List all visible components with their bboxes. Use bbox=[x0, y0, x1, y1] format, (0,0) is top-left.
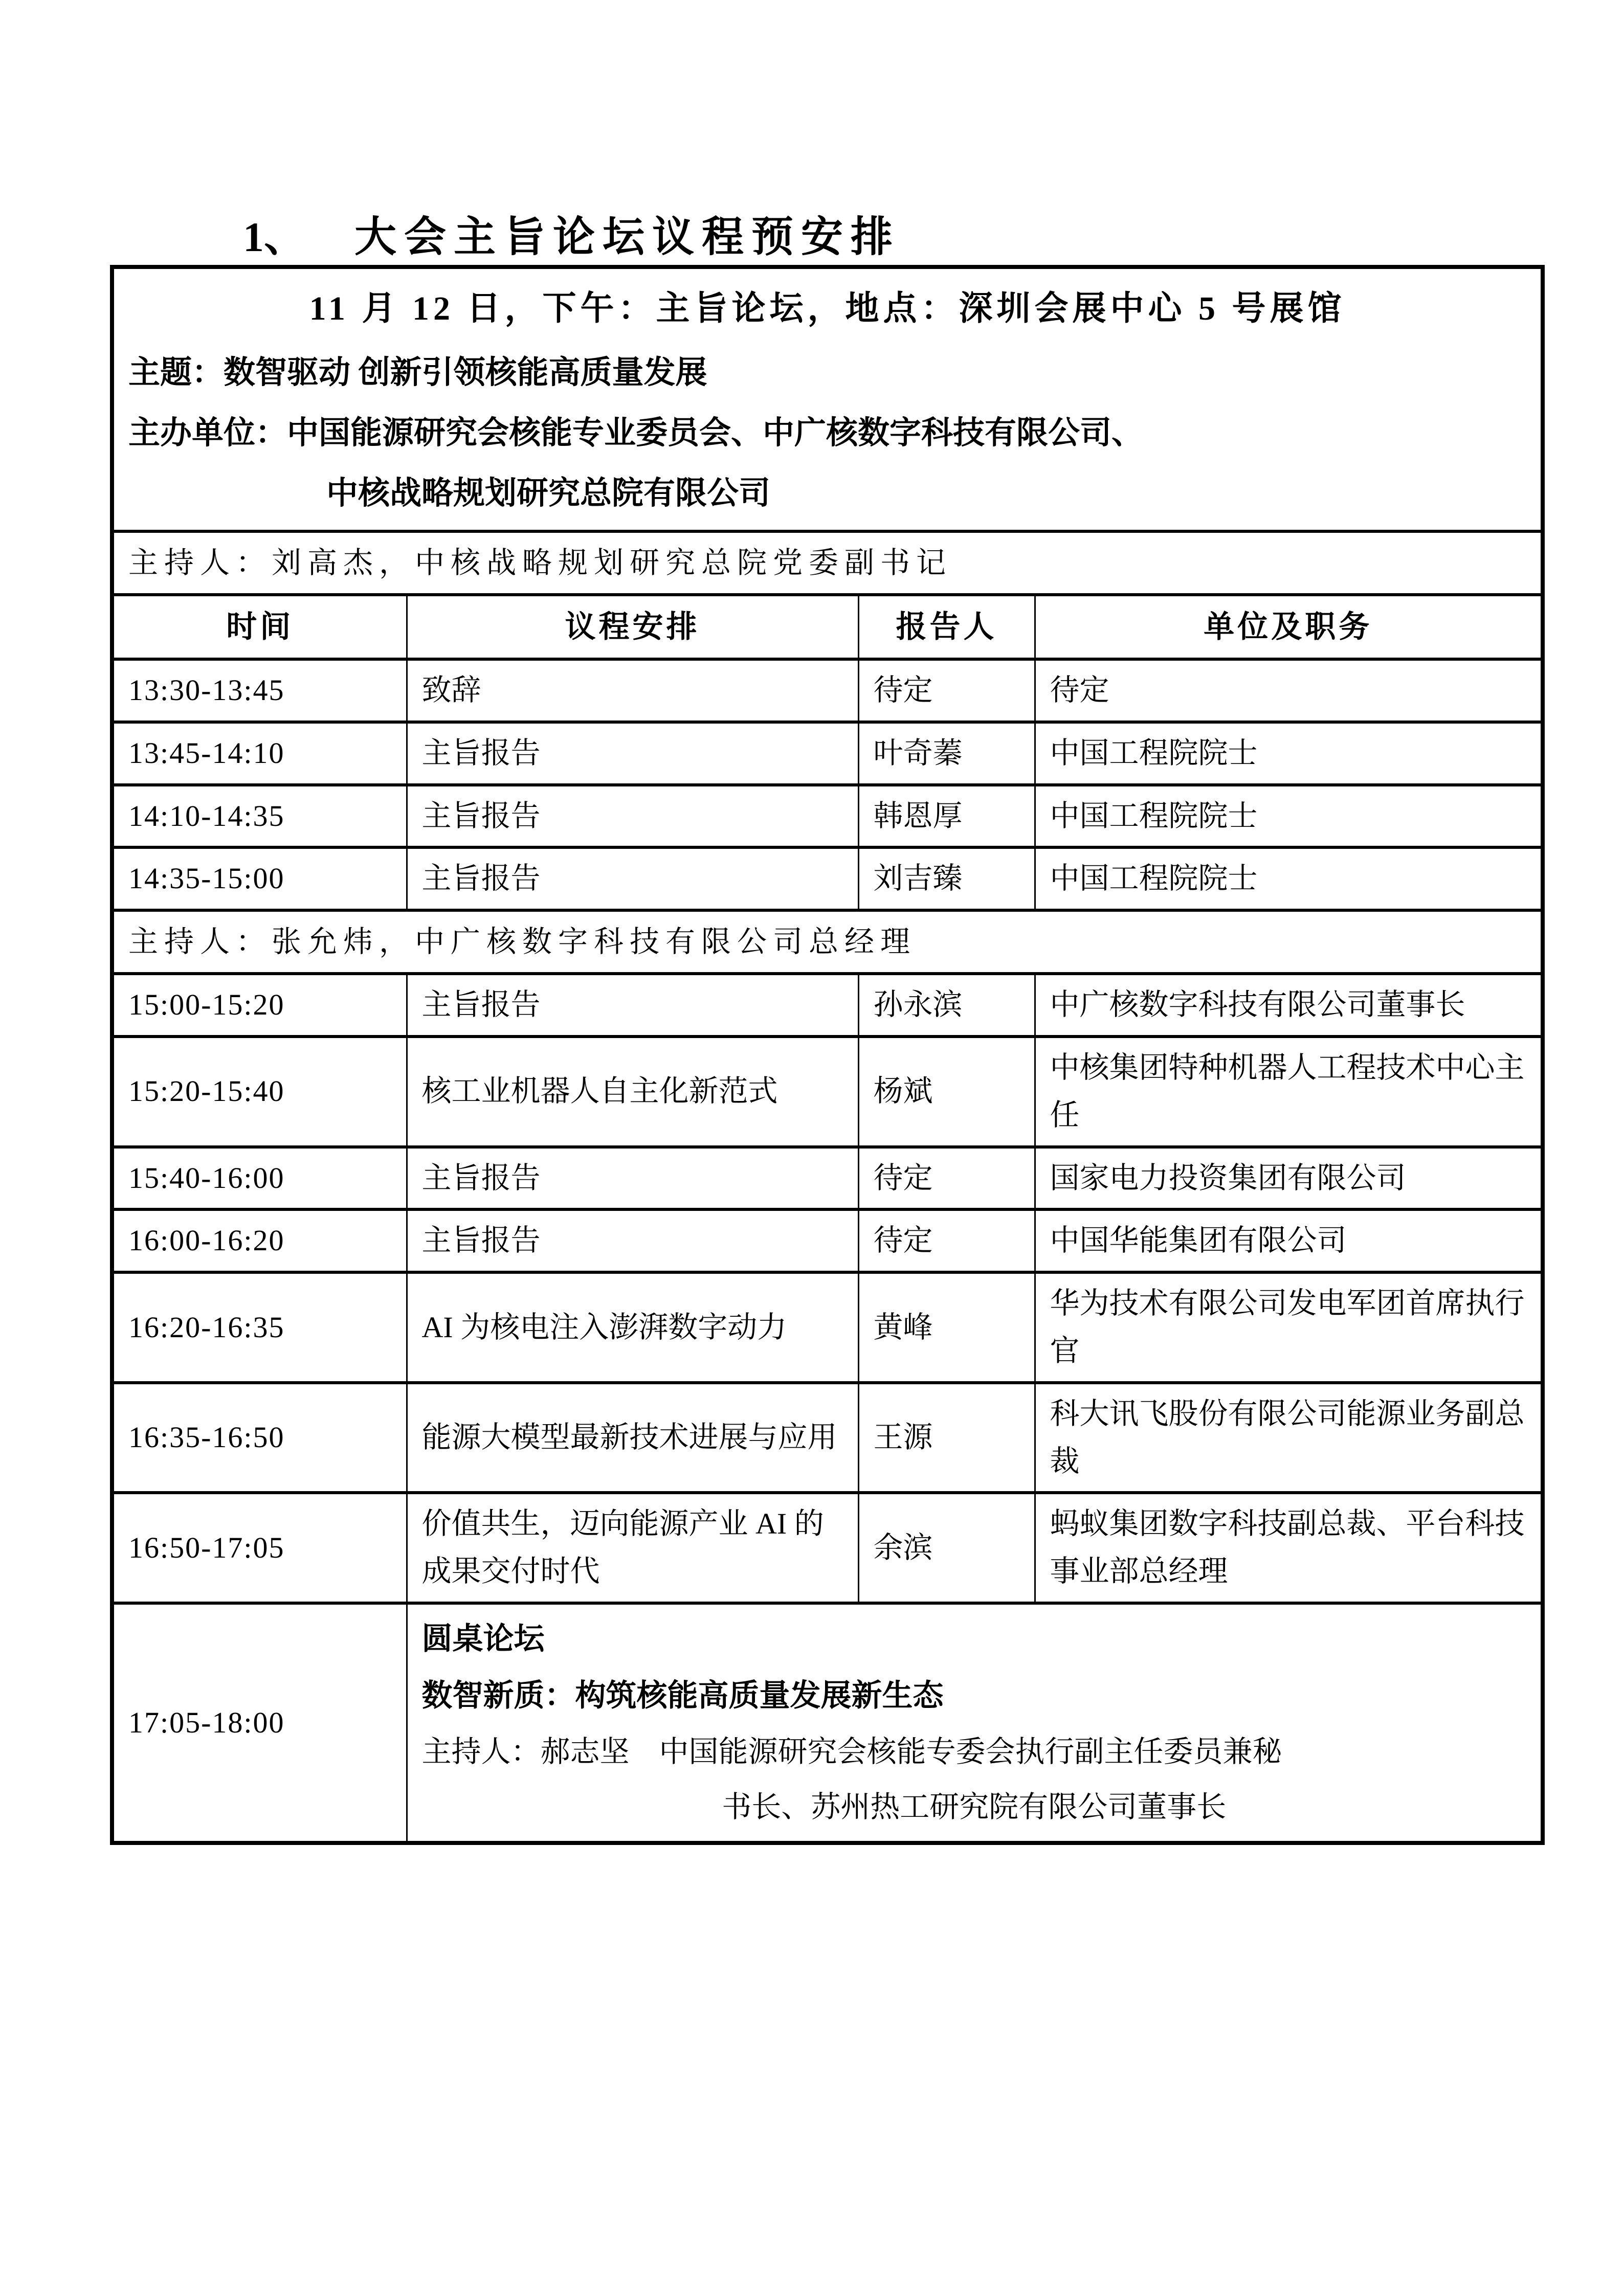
time-cell: 15:00-15:20 bbox=[112, 974, 407, 1037]
agenda-row bbox=[112, 1272, 1543, 1383]
org-cell: 科大讯飞股份有限公司能源业务副总裁 bbox=[1035, 1383, 1543, 1493]
column-header-speaker: 报告人 bbox=[858, 595, 1035, 659]
org-cell: 中国工程院院士 bbox=[1035, 847, 1543, 910]
moderator-2-cell: 主持人：张允炜，中广核数字科技有限公司总经理 bbox=[112, 910, 1543, 974]
agenda-cell: 主旨报告 bbox=[407, 1147, 858, 1210]
agenda-cell: 主旨报告 bbox=[407, 1209, 858, 1272]
table-head-section bbox=[112, 267, 1543, 659]
org-cell: 中国工程院院士 bbox=[1035, 785, 1543, 848]
agenda-cell: 主旨报告 bbox=[407, 785, 858, 848]
speaker-cell: 孙永滨 bbox=[858, 974, 1035, 1037]
speaker-cell: 刘吉臻 bbox=[858, 847, 1035, 910]
roundtable-topic: 数智新质：构筑核能高质量发展新生态 bbox=[421, 1678, 944, 1713]
agenda-row bbox=[112, 1383, 1543, 1493]
page-title-text: 大会主旨论坛议程预安排 bbox=[354, 214, 901, 260]
time-cell: 14:35-15:00 bbox=[112, 847, 407, 910]
speaker-cell: 韩恩厚 bbox=[858, 785, 1035, 848]
agenda-row bbox=[112, 1493, 1543, 1603]
session-1-rows bbox=[112, 659, 1543, 910]
speaker-cell: 叶奇蓁 bbox=[858, 722, 1035, 785]
moderator-row-2 bbox=[112, 910, 1543, 974]
column-header-time: 时间 bbox=[112, 595, 407, 659]
agenda-cell: 主旨报告 bbox=[407, 974, 858, 1037]
agenda-cell: 价值共生，迈向能源产业 AI 的成果交付时代 bbox=[407, 1493, 858, 1603]
time-cell: 16:35-16:50 bbox=[112, 1383, 407, 1493]
agenda-row bbox=[112, 785, 1543, 848]
moderator-row-1 bbox=[112, 531, 1543, 595]
theme-line: 主题：数智驱动 创新引领核能高质量发展 bbox=[128, 355, 707, 390]
moderator-2-section bbox=[112, 910, 1543, 974]
time-cell: 14:10-14:35 bbox=[112, 785, 407, 848]
roundtable-row bbox=[112, 1603, 1543, 1843]
speaker-cell: 黄峰 bbox=[858, 1272, 1035, 1383]
roundtable-host-line-1: 主持人：郝志坚 中国能源研究会核能专委会执行副主任委员兼秘 bbox=[421, 1735, 1282, 1768]
time-cell: 13:45-14:10 bbox=[112, 722, 407, 785]
session-line: 11 月 12 日，下午：主旨论坛，地点：深圳会展中心 5 号展馆 bbox=[309, 290, 1346, 327]
agenda-cell: 致辞 bbox=[407, 659, 858, 722]
time-cell: 16:00-16:20 bbox=[112, 1209, 407, 1272]
time-cell: 15:40-16:00 bbox=[112, 1147, 407, 1210]
speaker-cell: 王源 bbox=[858, 1383, 1035, 1493]
org-cell: 华为技术有限公司发电军团首席执行官 bbox=[1035, 1272, 1543, 1383]
agenda-cell: 能源大模型最新技术进展与应用 bbox=[407, 1383, 858, 1493]
page-title bbox=[243, 204, 900, 263]
agenda-row bbox=[112, 722, 1543, 785]
agenda-row bbox=[112, 847, 1543, 910]
column-header-row bbox=[112, 595, 1543, 659]
agenda-row bbox=[112, 974, 1543, 1037]
agenda-table bbox=[110, 265, 1545, 1845]
roundtable-content-cell bbox=[407, 1603, 1543, 1843]
org-cell: 蚂蚁集团数字科技副总裁、平台科技事业部总经理 bbox=[1035, 1493, 1543, 1603]
roundtable-host-line-2: 书长、苏州热工研究院有限公司董事长 bbox=[722, 1790, 1227, 1824]
speaker-cell: 余滨 bbox=[858, 1493, 1035, 1603]
org-cell: 中国工程院院士 bbox=[1035, 722, 1543, 785]
organizer-continuation-line: 中核战略规划研究总院有限公司 bbox=[326, 476, 771, 511]
column-header-agenda: 议程安排 bbox=[407, 595, 858, 659]
org-cell: 中国华能集团有限公司 bbox=[1035, 1209, 1543, 1272]
speaker-cell: 待定 bbox=[858, 1209, 1035, 1272]
org-cell: 中核集团特种机器人工程技术中心主任 bbox=[1035, 1037, 1543, 1147]
session-2-rows bbox=[112, 974, 1543, 1603]
speaker-cell: 杨斌 bbox=[858, 1037, 1035, 1147]
agenda-cell: 主旨报告 bbox=[407, 722, 858, 785]
column-header-org: 单位及职务 bbox=[1035, 595, 1543, 659]
roundtable-title: 圆桌论坛 bbox=[421, 1622, 545, 1656]
time-cell: 16:20-16:35 bbox=[112, 1272, 407, 1383]
info-cell bbox=[112, 267, 1543, 531]
org-cell: 中广核数字科技有限公司董事长 bbox=[1035, 974, 1543, 1037]
time-cell: 15:20-15:40 bbox=[112, 1037, 407, 1147]
speaker-cell: 待定 bbox=[858, 1147, 1035, 1210]
agenda-row bbox=[112, 1209, 1543, 1272]
time-cell: 16:50-17:05 bbox=[112, 1493, 407, 1603]
agenda-row bbox=[112, 659, 1543, 722]
agenda-cell: 核工业机器人自主化新范式 bbox=[407, 1037, 858, 1147]
moderator-1-cell: 主持人：刘高杰，中核战略规划研究总院党委副书记 bbox=[112, 531, 1543, 595]
speaker-cell: 待定 bbox=[858, 659, 1035, 722]
agenda-row bbox=[112, 1037, 1543, 1147]
agenda-row bbox=[112, 1147, 1543, 1210]
agenda-cell: AI 为核电注入澎湃数字动力 bbox=[407, 1272, 858, 1383]
roundtable-section bbox=[112, 1603, 1543, 1843]
organizer-line: 主办单位：中国能源研究会核能专业委员会、中广核数字科技有限公司、 bbox=[128, 416, 1144, 451]
org-cell: 待定 bbox=[1035, 659, 1543, 722]
org-cell: 国家电力投资集团有限公司 bbox=[1035, 1147, 1543, 1210]
agenda-cell: 主旨报告 bbox=[407, 847, 858, 910]
time-cell: 13:30-13:45 bbox=[112, 659, 407, 722]
info-row bbox=[112, 267, 1543, 531]
page-title-number: 1、 bbox=[243, 214, 306, 260]
roundtable-time-cell: 17:05-18:00 bbox=[112, 1603, 407, 1843]
